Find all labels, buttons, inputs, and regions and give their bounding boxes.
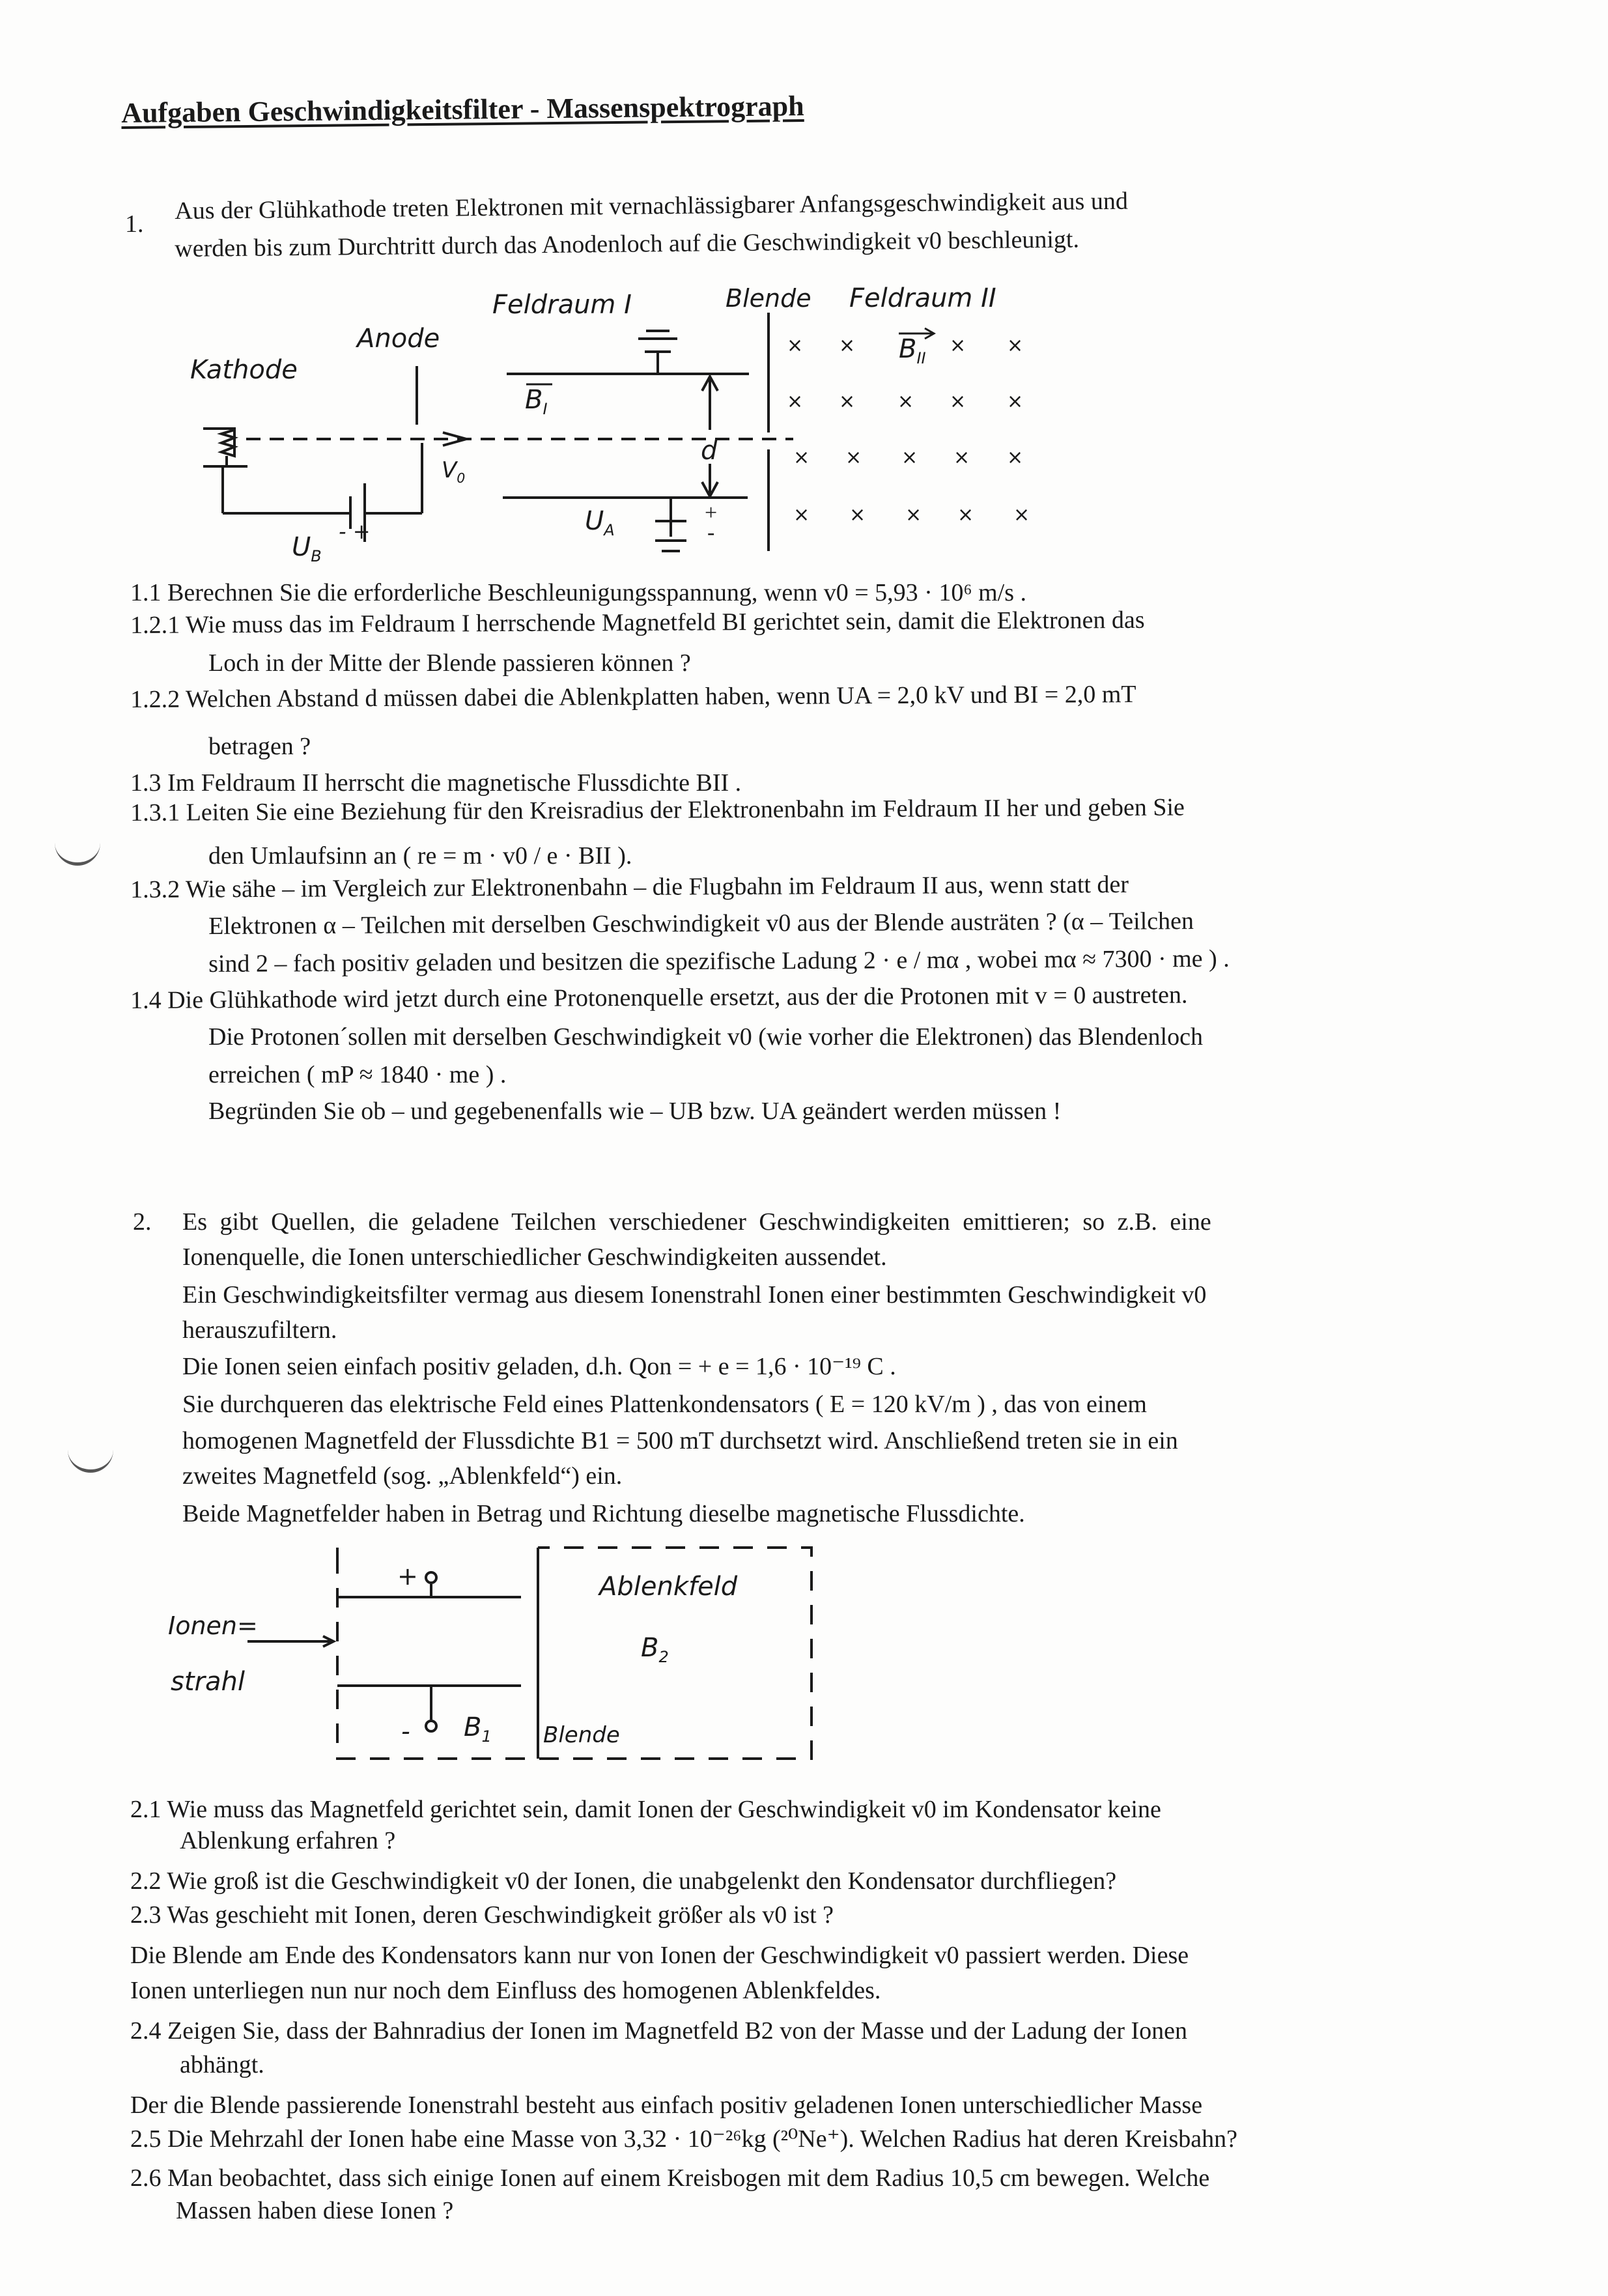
- label-plus-plate: +: [705, 501, 718, 525]
- q2-4-line2: abhängt.: [180, 2051, 264, 2078]
- label-anode: Anode: [357, 324, 440, 354]
- q2-3-text-line2: Ionen unterliegen nun nur noch dem Einfluss des homogenen Ablenkfeldes.: [130, 1977, 881, 2004]
- svg-text:×: ×: [1007, 446, 1024, 469]
- label-b-field-1: $B_I$: [525, 385, 548, 418]
- label-b-field-2: $B_{II}$: [899, 334, 926, 367]
- label-kathode: Kathode: [190, 355, 298, 385]
- svg-text:×: ×: [793, 503, 810, 526]
- q1-4-line1: 1.4 Die Glühkathode wird jetzt durch eine Protonenquelle ersetzt, aus der die Protonen mit v = 0 austreten.: [130, 981, 1188, 1014]
- q1-3-2-line3: sind 2 – fach positiv geladen und besitzen die spezifische Ladung 2 · e / mα , wobei mα ≈ 7300 · me ) .: [208, 944, 1230, 978]
- q1-4-line3: erreichen ( mP ≈ 1840 · me ) .: [208, 1061, 507, 1088]
- task2-para-8: zweites Magnetfeld (sog. „Ablenkfeld“) ein.: [182, 1462, 623, 1490]
- task1-intro-line2: werden bis zum Durchtritt durch das Anodenloch auf die Geschwindigkeit v0 beschleunigt.: [175, 225, 1080, 262]
- q2-3-text-line1: Die Blende am Ende des Kondensators kann nur von Ionen der Geschwindigkeit v0 passiert werden. Diese: [130, 1942, 1189, 1969]
- q1-3-1-line2: den Umlaufsinn an ( re = m · v0 / e · BII ).: [208, 842, 632, 870]
- svg-text:×: ×: [839, 334, 856, 357]
- q1-2-2-line2: betragen ?: [208, 733, 311, 760]
- q1-3-2-line2: Elektronen α – Teilchen mit derselben Geschwindigkeit v0 aus der Blende austräten ? (α – Teilchen: [208, 907, 1194, 940]
- label-minus-terminal: -: [401, 1717, 410, 1746]
- q1-2-2-line1: 1.2.2 Welchen Abstand d müssen dabei die Ablenkplatten haben, wenn UA = 2,0 kV und BI = 2,0 mT: [130, 680, 1136, 713]
- task2-para-9: Beide Magnetfelder haben in Betrag und Richtung dieselbe magnetische Flussdichte.: [182, 1500, 1025, 1527]
- page-title: Aufgaben Geschwindigkeitsfilter - Massenspektrograph: [121, 90, 804, 129]
- svg-text:×: ×: [905, 503, 922, 526]
- label-feldraum-1: Feldraum I: [492, 290, 632, 320]
- q1-3: 1.3 Im Feldraum II herrscht die magnetische Flussdichte BII .: [130, 769, 742, 797]
- q2-1-line1: 2.1 Wie muss das Magnetfeld gerichtet sein, damit Ionen der Geschwindigkeit v0 im Kondensator keine: [130, 1796, 1161, 1823]
- svg-text:×: ×: [957, 503, 974, 526]
- label-d: d: [701, 436, 718, 466]
- label-v0: $V_0$: [442, 457, 466, 486]
- svg-text:×: ×: [950, 334, 966, 357]
- label-minus-plate: -: [707, 520, 715, 545]
- task2-para-1: Es gibt Quellen, die geladene Teilchen verschiedener Geschwindigkeiten emittieren; so z.B. eine: [182, 1208, 1211, 1236]
- q1-3-1-line1: 1.3.1 Leiten Sie eine Beziehung für den Kreisradius der Elektronenbahn im Feldraum II her und geben Sie: [130, 793, 1185, 827]
- q1-2-1-line2: Loch in der Mitte der Blende passieren können ?: [208, 649, 691, 677]
- task2-number: 2.: [133, 1208, 152, 1236]
- task2-para-3: Ein Geschwindigkeitsfilter vermag aus diesem Ionenstrahl Ionen einer bestimmten Geschwindigkeit v0: [182, 1281, 1207, 1309]
- task1-intro-line1: Aus der Glühkathode treten Elektronen mit vernachlässigbarer Anfangsgeschwindigkeit aus und: [175, 187, 1129, 225]
- svg-text:×: ×: [845, 446, 862, 469]
- svg-text:×: ×: [787, 390, 804, 413]
- q2-4-text: Der die Blende passierende Ionenstrahl besteht aus einfach positiv geladenen Ionen unterschiedlicher Masse: [130, 2091, 1203, 2119]
- label-blende: Blende: [726, 284, 811, 313]
- label-ionen-line2: strahl: [171, 1667, 245, 1697]
- svg-text:×: ×: [793, 446, 810, 469]
- label-b1: $B_1$: [464, 1712, 492, 1746]
- q2-6-line2: Massen haben diese Ionen ?: [176, 2197, 454, 2224]
- svg-text:×: ×: [953, 446, 970, 469]
- q2-1-line2: Ablenkung erfahren ?: [180, 1827, 396, 1854]
- task2-para-2: Ionenquelle, die Ionen unterschiedlicher Geschwindigkeiten aussendet.: [182, 1243, 887, 1271]
- q1-2-1-line1: 1.2.1 Wie muss das im Feldraum I herrschende Magnetfeld BI gerichtet sein, damit die Elektronen das: [130, 606, 1145, 639]
- label-ua: $U_A$: [585, 506, 615, 539]
- svg-text:×: ×: [897, 390, 914, 413]
- label-plus-terminal: +: [397, 1562, 418, 1591]
- label-ablenkfeld: Ablenkfeld: [599, 1572, 738, 1602]
- q2-3: 2.3 Was geschieht mit Ionen, deren Geschwindigkeit größer als v0 ist ?: [130, 1901, 834, 1929]
- label-ub: $U_B$: [292, 532, 322, 565]
- svg-text:×: ×: [849, 503, 866, 526]
- q1-3-2-line1: 1.3.2 Wie sähe – im Vergleich zur Elektronenbahn – die Flugbahn im Feldraum II aus, wenn statt der: [130, 870, 1129, 903]
- label-blende-2: Blende: [543, 1722, 620, 1748]
- svg-text:×: ×: [950, 390, 966, 413]
- svg-text:×: ×: [1007, 334, 1024, 357]
- q1-4-line2: Die Protonen´sollen mit derselben Geschwindigkeit v0 (wie vorher die Elektronen) das Blendenloch: [208, 1023, 1203, 1051]
- q2-2: 2.2 Wie groß ist die Geschwindigkeit v0 der Ionen, die unabgelenkt den Kondensator durchfliegen?: [130, 1867, 1117, 1895]
- label-b2: $B_2$: [641, 1633, 669, 1666]
- label-ionen-line1: Ionen=: [168, 1611, 258, 1640]
- q1-4-line4: Begründen Sie ob – und gegebenenfalls wie – UB bzw. UA geändert werden müssen !: [208, 1098, 1062, 1125]
- task2-para-7: homogenen Magnetfeld der Flussdichte B1 = 500 mT durchsetzt wird. Anschließend treten sie in ein: [182, 1427, 1178, 1454]
- task2-para-4: herauszufiltern.: [182, 1316, 337, 1344]
- svg-text:×: ×: [839, 390, 856, 413]
- q2-5: 2.5 Die Mehrzahl der Ionen habe eine Masse von 3,32 · 10⁻²⁶kg (²⁰Ne⁺). Welchen Radius hat deren Kreisbahn?: [130, 2125, 1237, 2153]
- task2-para-6: Sie durchqueren das elektrische Feld eines Plattenkondensators ( E = 120 kV/m ) , das von einem: [182, 1391, 1147, 1418]
- task1-number: 1.: [125, 210, 144, 238]
- label-ub-signs: - +: [339, 519, 371, 544]
- q2-4-line1: 2.4 Zeigen Sie, dass der Bahnradius der Ionen im Magnetfeld B2 von der Masse und der Ladung der Ionen: [130, 2017, 1188, 2045]
- svg-text:×: ×: [1007, 390, 1024, 413]
- label-feldraum-2: Feldraum II: [849, 283, 996, 313]
- svg-text:×: ×: [1013, 503, 1030, 526]
- svg-text:×: ×: [901, 446, 918, 469]
- task2-para-5: Die Ionen seien einfach positiv geladen, d.h. Qon = + e = 1,6 · 10⁻¹⁹ C .: [182, 1353, 896, 1380]
- q2-6-line1: 2.6 Man beobachtet, dass sich einige Ionen auf einem Kreisbogen mit dem Radius 10,5 cm bewegen. Welche: [130, 2164, 1210, 2192]
- q1-1: 1.1 Berechnen Sie die erforderliche Beschleunigungsspannung, wenn v0 = 5,93 · 10⁶ m/s .: [130, 579, 1026, 606]
- svg-text:×: ×: [787, 334, 804, 357]
